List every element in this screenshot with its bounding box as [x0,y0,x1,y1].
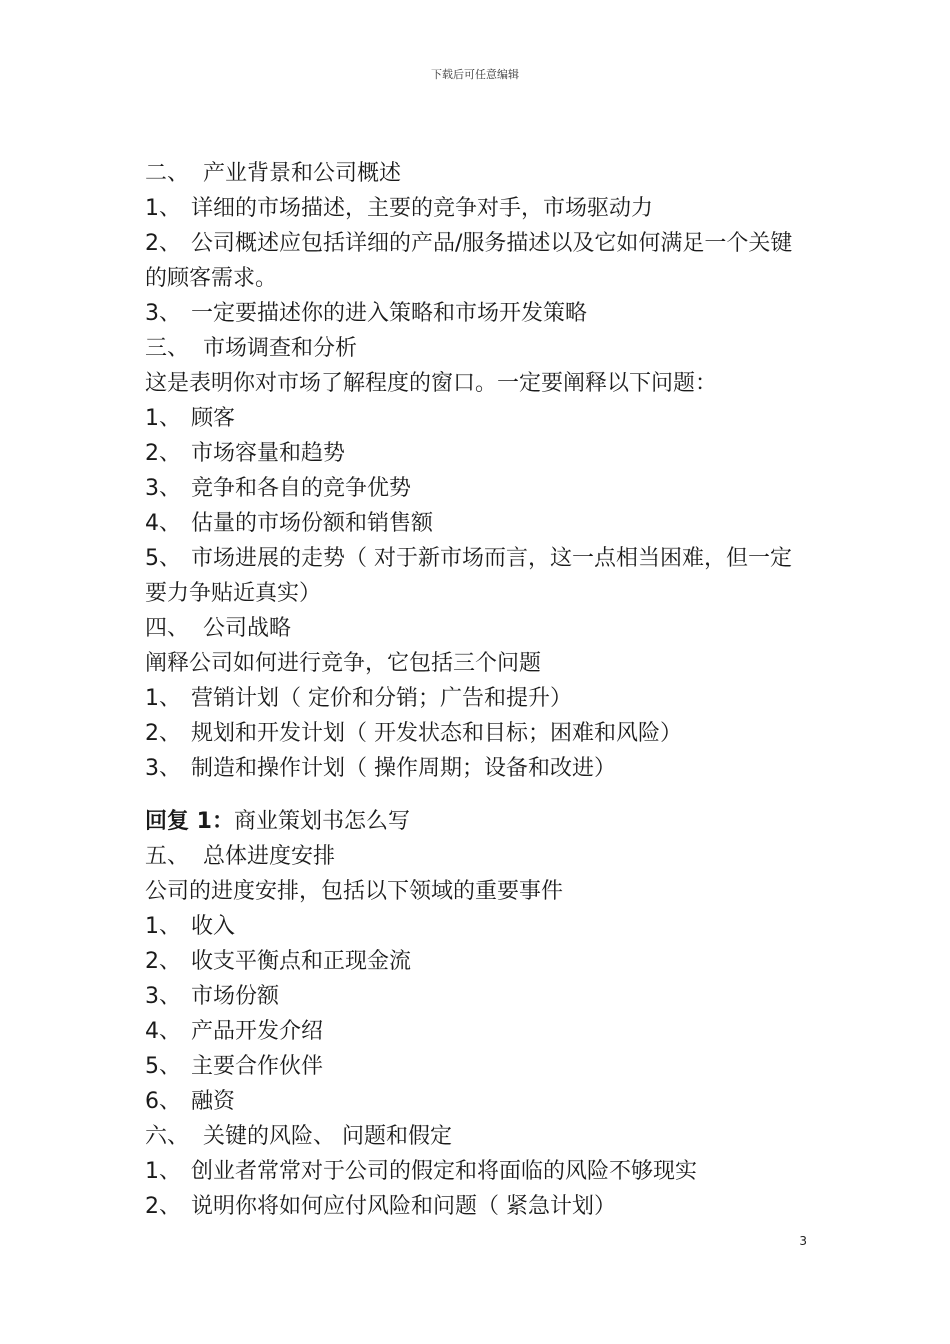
item-prefix: 1、 [145,1159,181,1184]
item-prefix: 4、 [145,1019,181,1044]
item-text: 营销计划（ 定价和分销；广告和提升） [191,686,572,711]
list-item [145,296,810,331]
document-body [145,156,810,1224]
list-item [145,226,810,296]
item-prefix: 2、 [145,231,181,256]
section-heading [145,611,810,646]
item-text: 市场调查和分析 [203,336,358,361]
list-item [145,1189,810,1224]
list-item [145,436,810,471]
item-text: 规划和开发计划（ 开发状态和目标；困难和风险） [191,721,682,746]
list-item [145,191,810,226]
list-item [145,979,810,1014]
paragraph [145,366,810,401]
item-prefix: 5、 [145,546,181,571]
reply-label: 回复 1： [145,809,234,834]
item-prefix: 4、 [145,511,181,536]
paragraph [145,874,810,909]
list-item [145,1084,810,1119]
item-text: 收入 [191,914,236,939]
list-item [145,1014,810,1049]
item-text: 说明你将如何应付风险和问题（ 紧急计划） [191,1194,616,1219]
item-prefix: 2、 [145,1194,181,1219]
item-text: 这是表明你对市场了解程度的窗口。一定要阐释以下问题： [145,371,718,396]
item-text: 估量的市场份额和销售额 [191,511,434,536]
item-text: 阐释公司如何进行竞争，它包括三个问题 [145,651,542,676]
reply-title: 商业策划书怎么写 [233,809,410,834]
list-item [145,909,810,944]
item-text: 公司的进度安排，包括以下领域的重要事件 [145,879,564,904]
item-prefix: 2、 [145,949,181,974]
item-prefix: 6、 [145,1089,181,1114]
list-item [145,506,810,541]
section-heading [145,1119,810,1154]
item-prefix: 四、 [145,616,190,641]
item-text: 详细的市场描述，主要的竞争对手，市场驱动力 [191,196,654,221]
list-item [145,944,810,979]
item-text: 市场容量和趋势 [191,441,346,466]
item-text: 创业者常常对于公司的假定和将面临的风险不够现实 [191,1159,698,1184]
item-text: 顾客 [191,406,236,431]
item-prefix: 1、 [145,196,181,221]
item-prefix: 1、 [145,406,181,431]
list-item [145,471,810,506]
section-part-2 [145,839,810,1224]
item-text: 一定要描述你的进入策略和市场开发策略 [191,301,588,326]
list-item [145,541,810,611]
item-text: 市场进展的走势（ 对于新市场而言，这一点相当困难，但一定要力争贴近真实） [145,546,792,606]
item-text: 产品开发介绍 [191,1019,324,1044]
item-text: 主要合作伙伴 [191,1054,324,1079]
item-prefix: 二、 [145,161,190,186]
list-item [145,1049,810,1084]
list-item [145,716,810,751]
item-prefix: 六、 [145,1124,190,1149]
item-prefix: 1、 [145,686,181,711]
item-prefix: 5、 [145,1054,181,1079]
section-heading [145,156,810,191]
item-text: 公司战略 [203,616,292,641]
page-header: 下载后可任意编辑 [431,68,519,81]
reply-heading [145,804,810,839]
list-item [145,1154,810,1189]
section-heading [145,839,810,874]
item-prefix: 3、 [145,301,181,326]
item-text: 市场份额 [191,984,280,1009]
section-heading [145,331,810,366]
list-item [145,681,810,716]
item-prefix: 3、 [145,476,181,501]
item-prefix: 2、 [145,721,181,746]
item-prefix: 3、 [145,756,181,781]
item-prefix: 五、 [145,844,190,869]
item-text: 竞争和各自的竞争优势 [191,476,412,501]
item-text: 收支平衡点和正现金流 [191,949,412,974]
item-prefix: 三、 [145,336,190,361]
item-text: 制造和操作计划（ 操作周期；设备和改进） [191,756,616,781]
section-part-1 [145,156,810,786]
item-text: 公司概述应包括详细的产品/服务描述以及它如何满足一个关键的顾客需求。 [145,231,793,291]
page-number: 3 [799,1234,807,1248]
item-text: 产业背景和公司概述 [203,161,402,186]
item-text: 关键的风险、 问题和假定 [203,1124,452,1149]
paragraph [145,646,810,681]
list-item [145,751,810,786]
item-prefix: 3、 [145,984,181,1009]
item-prefix: 2、 [145,441,181,466]
item-text: 融资 [191,1089,236,1114]
item-prefix: 1、 [145,914,181,939]
list-item [145,401,810,436]
item-text: 总体进度安排 [203,844,336,869]
